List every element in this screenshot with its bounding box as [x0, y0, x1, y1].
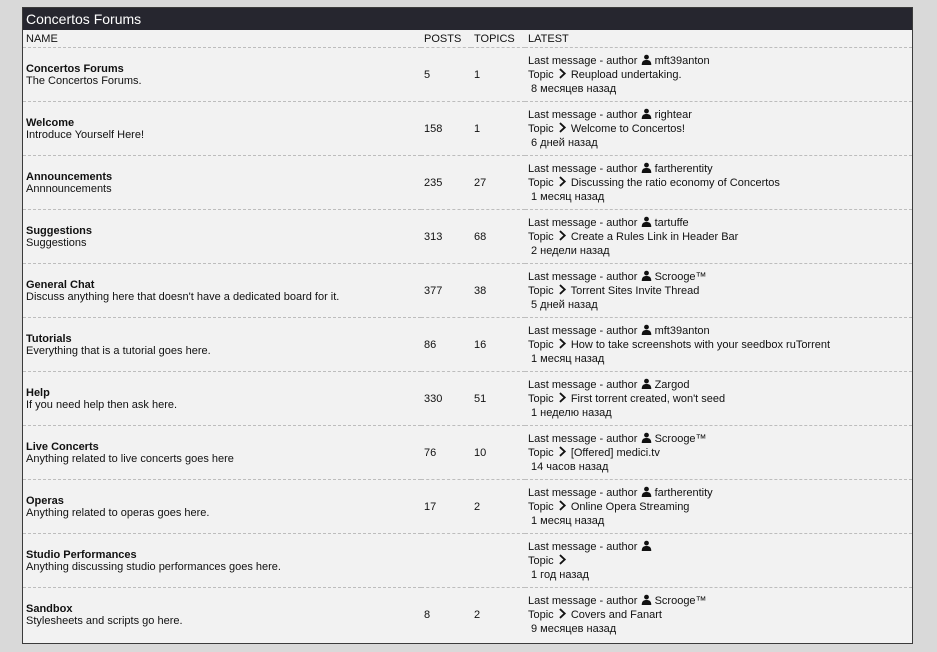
time-ago: 8 месяцев назад: [531, 82, 617, 95]
last-message-line: [528, 216, 912, 230]
latest-cell: [525, 264, 912, 318]
time-ago: 5 дней назад: [531, 298, 598, 311]
table-header-row: [23, 30, 912, 48]
author-link[interactable]: Scrooge™: [654, 594, 707, 607]
forums-table: [23, 30, 912, 641]
topic-link[interactable]: Create a Rules Link in Header Bar: [570, 230, 739, 243]
forums-panel: [22, 7, 913, 644]
topics-count: 1: [471, 48, 525, 102]
forum-name[interactable]: Announcements: [26, 170, 113, 183]
topic-link[interactable]: [Offered] medici.tv: [570, 446, 660, 459]
forum-name[interactable]: Studio Performances: [26, 548, 137, 561]
posts-count: 76: [421, 426, 471, 480]
forum-description: Stylesheets and scripts go here.: [26, 614, 183, 627]
posts-count: 8: [424, 608, 431, 621]
last-message-label: Last message - author: [528, 378, 638, 391]
chevron-right-icon: [557, 338, 568, 349]
last-message-line: [528, 162, 912, 176]
topic-line: [528, 284, 912, 298]
posts-count: [421, 534, 471, 588]
column-header-latest: LATEST: [525, 30, 912, 48]
forum-description: Anything discussing studio performances goes here.: [26, 560, 281, 573]
topic-label: Topic: [528, 68, 554, 81]
topic-line: [528, 176, 912, 190]
forum-cell: [23, 588, 421, 642]
forum-cell: [23, 48, 421, 102]
table-row: [23, 534, 912, 588]
last-message-label: Last message - author: [528, 540, 638, 553]
forum-cell: [23, 318, 421, 372]
topic-line: [528, 338, 912, 352]
forum-name[interactable]: General Chat: [26, 278, 95, 291]
forum-description: Anything related to operas goes here.: [26, 506, 210, 519]
last-message-line: [528, 54, 912, 68]
author-link[interactable]: mft39anton: [654, 324, 710, 337]
forum-name[interactable]: Help: [26, 386, 50, 399]
topic-link[interactable]: Online Opera Streaming: [570, 500, 690, 513]
time-ago: 1 месяц назад: [531, 352, 605, 365]
last-message-label: Last message - author: [528, 486, 638, 499]
last-message-line: [528, 432, 912, 446]
table-row: [23, 264, 912, 318]
posts-count: 330: [421, 372, 471, 426]
user-icon: [641, 432, 652, 443]
topics-count: 68: [471, 210, 525, 264]
latest-cell: [525, 210, 912, 264]
last-message-line: [528, 540, 912, 554]
chevron-right-icon: [557, 176, 568, 187]
topic-label: Topic: [528, 230, 554, 243]
topic-label: Topic: [528, 338, 554, 351]
author-link[interactable]: fartherentity: [654, 162, 713, 175]
last-message-label: Last message - author: [528, 432, 638, 445]
time-ago: 1 год назад: [531, 568, 589, 581]
last-message-label: Last message - author: [528, 594, 638, 607]
user-icon: [641, 594, 652, 605]
last-message-label: Last message - author: [528, 108, 638, 121]
time-ago: 1 месяц назад: [531, 190, 605, 203]
last-message-line: [528, 378, 912, 392]
topic-line: [528, 392, 912, 406]
posts-count: 17: [421, 480, 471, 534]
topic-label: Topic: [528, 554, 554, 567]
author-link[interactable]: mft39anton: [654, 54, 710, 67]
forum-rows: [23, 48, 912, 642]
forum-cell: [23, 480, 421, 534]
topics-count: 2: [471, 480, 525, 534]
topic-line: [528, 608, 912, 622]
posts-count: 5: [421, 48, 471, 102]
forum-cell: [23, 102, 421, 156]
topic-line: [528, 554, 912, 568]
latest-cell: [525, 588, 912, 642]
table-row: [23, 156, 912, 210]
author-link[interactable]: fartherentity: [654, 486, 713, 499]
forum-cell: [23, 264, 421, 318]
time-ago: 1 неделю назад: [531, 406, 612, 419]
topic-label: Topic: [528, 446, 554, 459]
user-icon: [641, 108, 652, 119]
last-message-line: [528, 108, 912, 122]
table-row: [23, 480, 912, 534]
user-icon: [641, 54, 652, 65]
topic-link[interactable]: Torrent Sites Invite Thread: [570, 284, 700, 297]
forum-cell: [23, 156, 421, 210]
chevron-right-icon: [557, 284, 568, 295]
panel-title: Concertos Forums: [23, 8, 912, 30]
author-link[interactable]: tartuffe: [654, 216, 689, 229]
topics-count: 38: [471, 264, 525, 318]
forum-name[interactable]: Tutorials: [26, 332, 72, 345]
user-icon: [641, 540, 652, 551]
table-row: [23, 48, 912, 102]
topic-line: [528, 68, 912, 82]
latest-cell: [525, 534, 912, 588]
latest-cell: [525, 426, 912, 480]
forum-cell: [23, 372, 421, 426]
topic-line: [528, 446, 912, 460]
topic-link[interactable]: First torrent created, won't seed: [570, 392, 726, 405]
user-icon: [641, 270, 652, 281]
topic-link[interactable]: Covers and Fanart: [570, 608, 662, 621]
chevron-right-icon: [557, 122, 568, 133]
topic-label: Topic: [528, 122, 554, 135]
topics-count: 51: [471, 372, 525, 426]
table-row: [23, 210, 912, 264]
latest-cell: [525, 48, 912, 102]
forum-description: Introduce Yourself Here!: [26, 128, 145, 141]
topics-count: 1: [471, 102, 525, 156]
forum-name[interactable]: Sandbox: [26, 602, 73, 615]
forum-description: Everything that is a tutorial goes here.: [26, 344, 211, 357]
author-link[interactable]: Scrooge™: [654, 270, 707, 283]
column-header-topics: TOPICS: [471, 30, 525, 48]
forum-description: Annnouncements: [26, 182, 112, 195]
table-row: [23, 588, 912, 642]
author-link[interactable]: rightear: [654, 108, 692, 121]
latest-cell: [525, 318, 912, 372]
topic-link[interactable]: How to take screenshots with your seedbox ruTorrent: [570, 338, 831, 351]
forum-name[interactable]: Concertos Forums: [26, 62, 124, 75]
forum-description: If you need help then ask here.: [26, 398, 178, 411]
last-message-label: Last message - author: [528, 324, 638, 337]
latest-cell: [525, 102, 912, 156]
topic-label: Topic: [528, 608, 554, 621]
table-row: [23, 318, 912, 372]
chevron-right-icon: [557, 230, 568, 241]
posts-count: 235: [421, 156, 471, 210]
user-icon: [641, 378, 652, 389]
forum-description: The Concertos Forums.: [26, 74, 142, 87]
topic-link[interactable]: Discussing the ratio economy of Concertos: [570, 176, 780, 189]
time-ago: 14 часов назад: [531, 460, 609, 473]
posts-count: 313: [421, 210, 471, 264]
forum-cell: [23, 534, 421, 588]
last-message-label: Last message - author: [528, 54, 638, 67]
last-message-line: [528, 486, 912, 500]
chevron-right-icon: [557, 446, 568, 457]
topic-line: [528, 500, 912, 514]
latest-cell: [525, 480, 912, 534]
column-header-name: NAME: [23, 30, 421, 48]
forum-name[interactable]: Operas: [26, 494, 64, 507]
posts-count: 377: [421, 264, 471, 318]
topic-label: Topic: [528, 176, 554, 189]
forum-cell: [23, 210, 421, 264]
last-message-label: Last message - author: [528, 216, 638, 229]
topic-label: Topic: [528, 284, 554, 297]
topic-link[interactable]: Welcome to Concertos!: [570, 122, 685, 135]
forum-name[interactable]: Welcome: [26, 116, 75, 129]
last-message-label: Last message - author: [528, 162, 638, 175]
chevron-right-icon: [557, 68, 568, 79]
time-ago: 9 месяцев назад: [531, 622, 617, 635]
chevron-right-icon: [557, 554, 568, 565]
forum-cell: [23, 426, 421, 480]
last-message-line: [528, 270, 912, 284]
user-icon: [641, 324, 652, 335]
topics-count: 2: [474, 608, 481, 621]
posts-count: 86: [421, 318, 471, 372]
topic-label: Topic: [528, 500, 554, 513]
author-link[interactable]: Zargod: [654, 378, 690, 391]
forum-description: Suggestions: [26, 236, 87, 249]
chevron-right-icon: [557, 500, 568, 511]
topic-link[interactable]: Reupload undertaking.: [570, 68, 682, 81]
time-ago: 6 дней назад: [531, 136, 598, 149]
topic-line: [528, 230, 912, 244]
chevron-right-icon: [557, 392, 568, 403]
user-icon: [641, 162, 652, 173]
last-message-line: [528, 324, 912, 338]
latest-cell: [525, 372, 912, 426]
last-message-line: [528, 594, 912, 608]
topics-count: 10: [471, 426, 525, 480]
last-message-label: Last message - author: [528, 270, 638, 283]
posts-count: 158: [421, 102, 471, 156]
table-row: [23, 102, 912, 156]
forum-name[interactable]: Suggestions: [26, 224, 93, 237]
topic-line: [528, 122, 912, 136]
topics-count: 27: [471, 156, 525, 210]
time-ago: 2 недели назад: [531, 244, 610, 257]
table-row: [23, 372, 912, 426]
topics-count: [471, 534, 525, 588]
column-header-posts: POSTS: [421, 30, 471, 48]
forum-description: Anything related to live concerts goes here: [26, 452, 234, 465]
chevron-right-icon: [557, 608, 568, 619]
forum-description: Discuss anything here that doesn't have a dedicated board for it.: [26, 290, 340, 303]
forum-name[interactable]: Live Concerts: [26, 440, 99, 453]
latest-cell: [525, 156, 912, 210]
topic-label: Topic: [528, 392, 554, 405]
user-icon: [641, 486, 652, 497]
author-link[interactable]: Scrooge™: [654, 432, 707, 445]
table-row: [23, 426, 912, 480]
time-ago: 1 месяц назад: [531, 514, 605, 527]
topics-count: 16: [471, 318, 525, 372]
user-icon: [641, 216, 652, 227]
